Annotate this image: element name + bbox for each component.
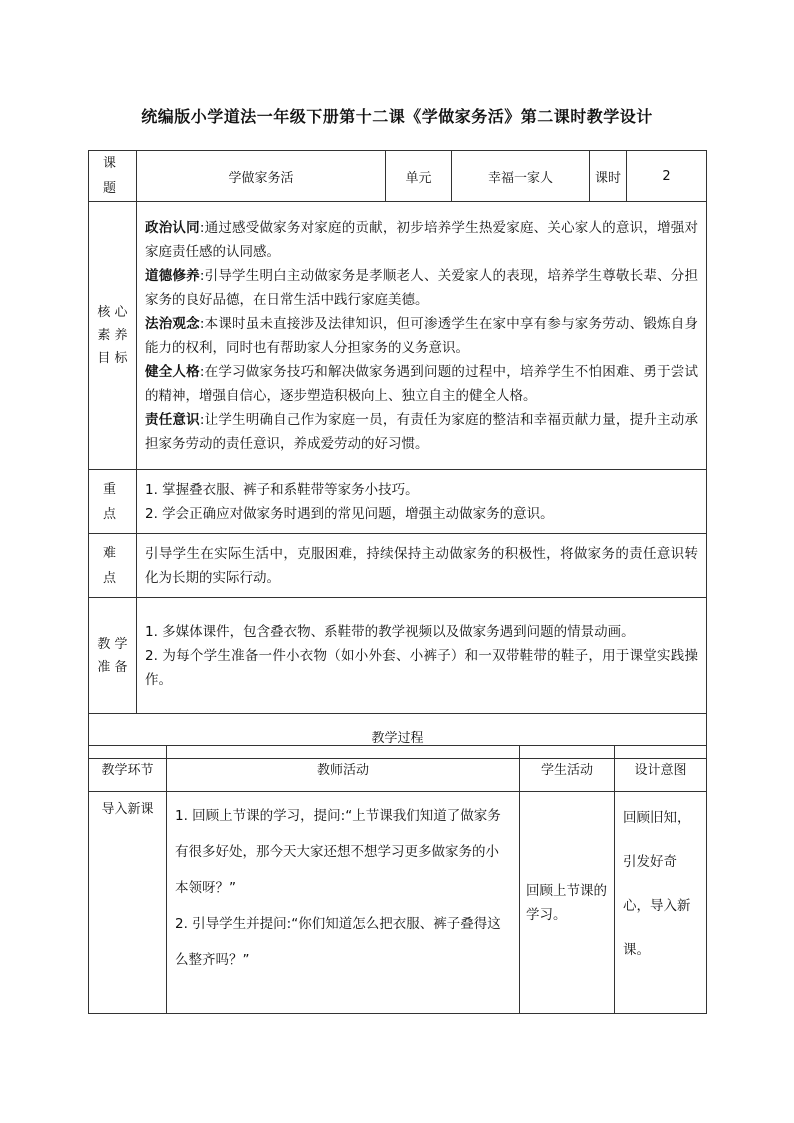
core-label-line: 核 心: [97, 305, 128, 320]
core-item-head: 责任意识: [145, 411, 200, 428]
period-label: 课时: [590, 151, 627, 202]
core-item: [145, 360, 698, 408]
page-title: 统编版小学道法一年级下册第十二课《学做家务活》第二课时教学设计: [141, 107, 653, 126]
process-heading: 教学过程: [89, 714, 707, 759]
key-content: [137, 470, 707, 534]
teacher-cell: [167, 792, 520, 1014]
key-label: 重 点: [89, 470, 137, 534]
teacher-line: 1. 回顾上节课的学习，提问:“上节课我们知道了做家务有很多好处，那今天大家还想不想学习更多做家务的小本领呀？”: [175, 808, 501, 896]
prep-label-line: 教 学: [97, 636, 128, 652]
unit-value: 幸福一家人: [452, 151, 590, 202]
prep-label-line: 准 备: [97, 659, 128, 675]
core-label-line: 素 养: [97, 328, 128, 343]
core-item-text: :通过感受做家务对家庭的贡献，初步培养学生热爱家庭、关心家人的意识，增强对家庭责任感的认同感。: [145, 219, 698, 260]
col-design: 设计意图: [615, 746, 707, 792]
period-value: 2: [627, 151, 707, 202]
core-item: [145, 216, 698, 264]
lesson-info-table: [88, 150, 707, 759]
prep-label: [89, 598, 137, 714]
process-table: [88, 745, 707, 1014]
core-item-head: 道德修养: [145, 267, 200, 284]
lesson-value: 学做家务活: [137, 151, 386, 202]
core-item-head: 健全人格: [145, 363, 200, 380]
core-item-text: :本课时虽未直接涉及法律知识，但可渗透学生在家中享有参与家务劳动、锻炼自身能力的权利，同时也有帮助家人分担家务的义务意识。: [145, 315, 698, 356]
unit-label: 单元: [386, 151, 452, 202]
table-row: [89, 792, 707, 1014]
core-label-line: 目 标: [97, 351, 128, 366]
difficult-content: [137, 534, 707, 598]
key-line: 2. 学会正确应对做家务时遇到的常见问题，增强主动做家务的意识。: [145, 505, 554, 522]
key-row: [89, 470, 707, 534]
difficult-text: 引导学生在实际生活中，克服困难，持续保持主动做家务的积极性，将做家务的责任意识转化为长期的实际行动。: [145, 545, 698, 586]
process-header-row: [89, 746, 707, 792]
prep-row: [89, 598, 707, 714]
col-student: 学生活动: [520, 746, 615, 792]
prep-content: [137, 598, 707, 714]
design-cell: 回顾旧知，引发好奇心，导入新课。: [615, 792, 707, 1014]
core-item: [145, 264, 698, 312]
header-row: [89, 151, 707, 202]
core-content: [137, 202, 707, 470]
core-item: [145, 408, 698, 456]
core-row: [89, 202, 707, 470]
core-item-text: :引导学生明白主动做家务是孝顺老人、关爱家人的表现，培养学生尊敬长辈、分担家务的良好品德，在日常生活中践行家庭美德。: [145, 267, 698, 308]
core-item-head: 政治认同: [145, 219, 200, 236]
prep-line: 2. 为每个学生准备一件小衣物（如小外套、小裤子）和一双带鞋带的鞋子，用于课堂实践操作。: [145, 647, 698, 688]
lesson-label: 课 题: [89, 151, 137, 202]
core-item-text: :在学习做家务技巧和解决做家务遇到问题的过程中，培养学生不怕困难、勇于尝试的精神，增强自信心，逐步塑造积极向上、独立自主的健全人格。: [145, 363, 698, 404]
core-label: [89, 202, 137, 470]
col-teacher: 教师活动: [167, 746, 520, 792]
core-item-head: 法治观念: [145, 315, 200, 332]
teacher-line: 2. 引导学生并提问:“你们知道怎么把衣服、裤子叠得这么整齐吗？”: [175, 916, 501, 968]
core-item-text: :让学生明确自己作为家庭一员，有责任为家庭的整洁和幸福贡献力量，提升主动承担家务劳动的责任意识，养成爱劳动的好习惯。: [145, 411, 698, 452]
col-stage: 教学环节: [89, 746, 167, 792]
difficult-label: 难 点: [89, 534, 137, 598]
prep-line: 1. 多媒体课件，包含叠衣物、系鞋带的教学视频以及做家务遇到问题的情景动画。: [145, 623, 635, 640]
stage-cell: 导入新课: [89, 792, 167, 1014]
student-cell: 回顾上节课的学习。: [520, 792, 615, 1014]
key-line: 1. 掌握叠衣服、裤子和系鞋带等家务小技巧。: [145, 481, 419, 498]
core-item: [145, 312, 698, 360]
difficult-row: [89, 534, 707, 598]
